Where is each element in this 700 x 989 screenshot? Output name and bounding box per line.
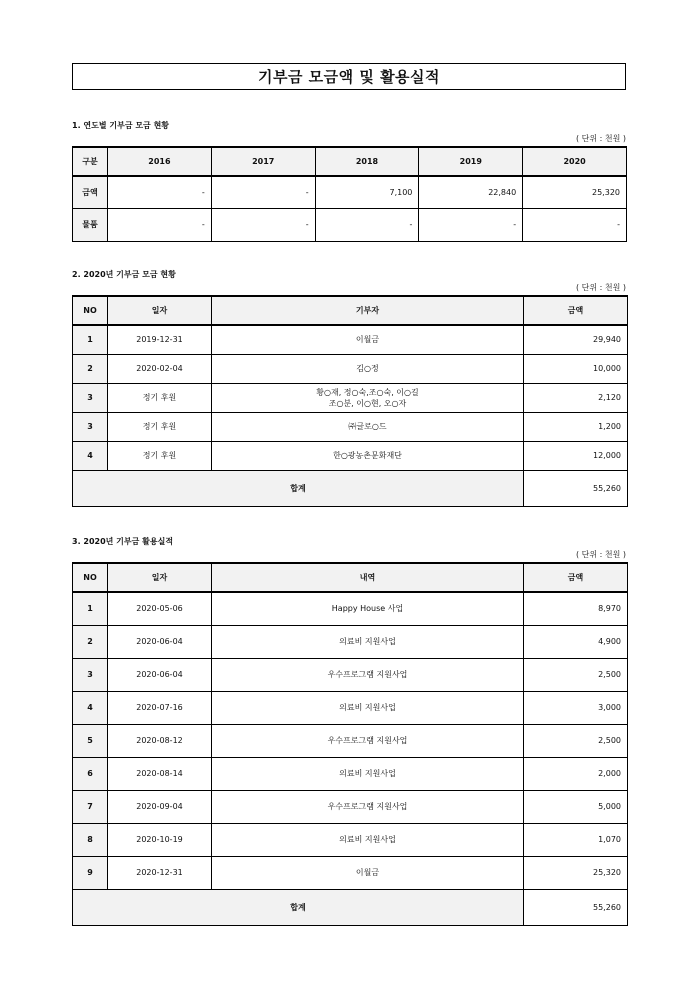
cell-donor: 한○광농촌문화재단 [212,441,524,470]
header-date: 일자 [108,296,212,325]
total-row [73,889,628,925]
total-amount: 55,260 [524,470,628,506]
cell-donor: 김○정 [212,354,524,383]
table-row [73,856,628,889]
table-row [73,691,628,724]
header-no: NO [73,296,108,325]
cell-detail: 의료비 지원사업 [212,625,524,658]
table-header-row [73,147,627,176]
cell-amount: 12,000 [524,441,628,470]
table-row [73,354,628,383]
cell-value: - [211,176,315,208]
cell-value: - [523,208,627,241]
cell-detail: 우수프로그램 지원사업 [212,724,524,757]
donor-line: 조○분, 이○현, 오○자 [328,398,407,408]
cell-detail: 의료비 지원사업 [212,757,524,790]
header-corner-label: 구분 [73,147,108,176]
table-row [73,592,628,625]
cell-detail: 이월금 [212,856,524,889]
section1-unit: ( 단위 : 천원 ) [575,134,626,143]
cell-amount: 3,000 [524,691,628,724]
cell-value: - [108,208,212,241]
cell-amount: 25,320 [524,856,628,889]
cell-value: 25,320 [523,176,627,208]
header-year: 2017 [211,147,315,176]
cell-detail: 우수프로그램 지원사업 [212,658,524,691]
cell-no: 6 [73,757,108,790]
cell-date: 2020-12-31 [108,856,212,889]
table-row [73,757,628,790]
cell-date: 2020-06-04 [108,658,212,691]
cell-no: 2 [73,625,108,658]
header-year: 2018 [315,147,419,176]
total-label: 합계 [73,470,524,506]
total-label: 합계 [73,889,524,925]
cell-date: 2020-10-19 [108,823,212,856]
header-detail: 내역 [212,563,524,592]
cell-date: 정기 후원 [108,412,212,441]
cell-amount: 2,500 [524,658,628,691]
cell-no: 4 [73,441,108,470]
header-year: 2019 [419,147,523,176]
cell-no: 9 [73,856,108,889]
total-amount: 55,260 [524,889,628,925]
header-no: NO [73,563,108,592]
cell-no: 1 [73,592,108,625]
cell-value: 22,840 [419,176,523,208]
section2-unit: ( 단위 : 천원 ) [575,283,626,292]
cell-date: 2020-08-14 [108,757,212,790]
yearly-donation-table [72,146,627,242]
cell-donor [212,383,524,412]
cell-detail: 의료비 지원사업 [212,823,524,856]
cell-donor: 이월금 [212,325,524,354]
cell-value: - [211,208,315,241]
donation-usage-table [72,562,628,926]
header-amount: 금액 [524,563,628,592]
cell-no: 3 [73,412,108,441]
cell-date: 2019-12-31 [108,325,212,354]
table-row [73,208,627,241]
cell-value: - [108,176,212,208]
page-title: 기부금 모금액 및 활용실적 [72,63,626,90]
cell-no: 2 [73,354,108,383]
cell-no: 5 [73,724,108,757]
cell-no: 3 [73,658,108,691]
section3-unit: ( 단위 : 천원 ) [575,550,626,559]
table-row [73,823,628,856]
cell-value: - [315,208,419,241]
cell-date: 정기 후원 [108,441,212,470]
table-row [73,625,628,658]
section3-title: 3. 2020년 기부금 활용실적 [72,537,174,546]
cell-amount: 1,070 [524,823,628,856]
table-row [73,325,628,354]
row-label: 물품 [73,208,108,241]
header-year: 2016 [108,147,212,176]
cell-no: 7 [73,790,108,823]
cell-date: 2020-07-16 [108,691,212,724]
cell-detail: Happy House 사업 [212,592,524,625]
header-year: 2020 [523,147,627,176]
cell-detail: 의료비 지원사업 [212,691,524,724]
header-amount: 금액 [524,296,628,325]
table-row [73,412,628,441]
table-row [73,658,628,691]
cell-amount: 2,000 [524,757,628,790]
cell-amount: 10,000 [524,354,628,383]
table-row [73,790,628,823]
cell-date: 정기 후원 [108,383,212,412]
cell-date: 2020-05-06 [108,592,212,625]
table-row [73,176,627,208]
cell-no: 8 [73,823,108,856]
cell-detail: 우수프로그램 지원사업 [212,790,524,823]
cell-amount: 5,000 [524,790,628,823]
cell-amount: 2,120 [524,383,628,412]
cell-donor: ㈜글로○드 [212,412,524,441]
cell-amount: 1,200 [524,412,628,441]
table-row [73,383,628,412]
cell-date: 2020-09-04 [108,790,212,823]
cell-date: 2020-08-12 [108,724,212,757]
total-row [73,470,628,506]
header-date: 일자 [108,563,212,592]
cell-no: 1 [73,325,108,354]
section2-title: 2. 2020년 기부금 모금 현황 [72,270,176,279]
table-header-row [73,563,628,592]
cell-date: 2020-06-04 [108,625,212,658]
cell-amount: 2,500 [524,724,628,757]
cell-no: 3 [73,383,108,412]
cell-amount: 29,940 [524,325,628,354]
table-row [73,441,628,470]
cell-amount: 8,970 [524,592,628,625]
cell-no: 4 [73,691,108,724]
table-row [73,724,628,757]
cell-amount: 4,900 [524,625,628,658]
section1-title: 1. 연도별 기부금 모금 현황 [72,121,170,130]
row-label: 금액 [73,176,108,208]
table-header-row [73,296,628,325]
donor-line: 황○재, 정○숙,조○숙, 이○길 [316,387,419,397]
header-donor: 기부자 [212,296,524,325]
cell-value: - [419,208,523,241]
cell-date: 2020-02-04 [108,354,212,383]
cell-value: 7,100 [315,176,419,208]
donation-receipts-table [72,295,628,507]
